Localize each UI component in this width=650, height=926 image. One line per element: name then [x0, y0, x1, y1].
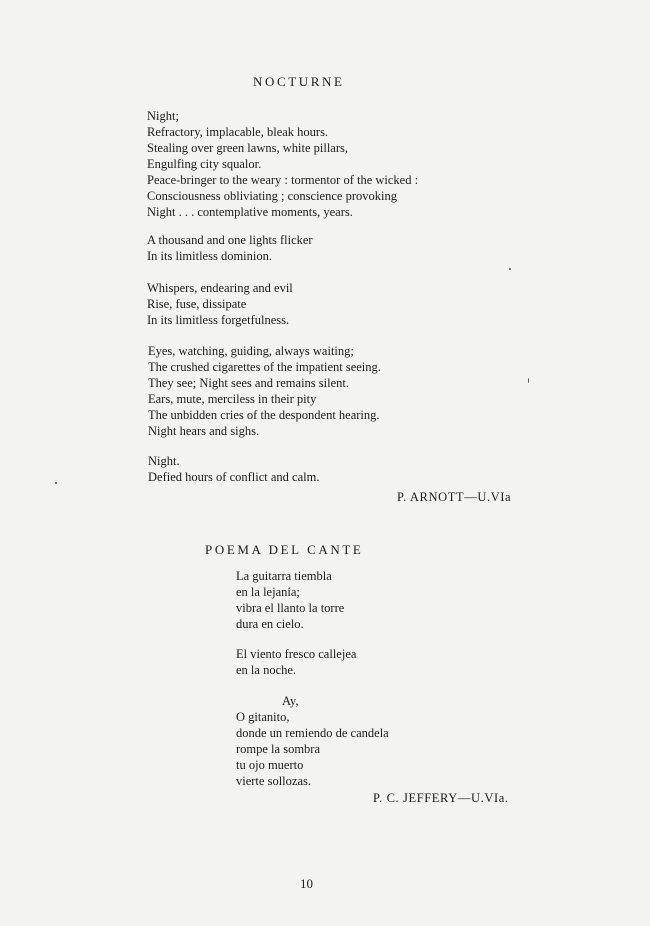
poem-line: They see; Night sees and remains silent.	[148, 376, 349, 390]
poem-line: Engulfing city squalor.	[147, 157, 262, 171]
nocturne-stanza-4	[148, 343, 381, 439]
poem-line: dura en cielo.	[236, 617, 304, 631]
poem-line: en la noche.	[236, 663, 297, 677]
nocturne-stanza-5	[148, 453, 319, 485]
nocturne-stanza-2	[147, 232, 313, 264]
poema-stanza-1	[236, 568, 344, 632]
poem-line: Ears, mute, merciless in their pity	[148, 392, 317, 406]
poem-line: In its limitless dominion.	[147, 249, 273, 263]
page-number: 10	[300, 876, 313, 891]
poem-line: Consciousness obliviating ; conscience provoking	[147, 189, 397, 203]
poema-stanza-4	[236, 709, 389, 789]
poem-line: The crushed cigarettes of the impatient seeing.	[148, 360, 381, 374]
poem-line: tu ojo muerto	[236, 758, 304, 772]
poem-line: Rise, fuse, dissipate	[147, 297, 247, 311]
poem-line: Defied hours of conflict and calm.	[148, 470, 320, 484]
poem-line: Stealing over green lawns, white pillars,	[147, 141, 348, 155]
nocturne-stanza-3	[147, 280, 293, 328]
poem-line: El viento fresco callejea	[236, 647, 357, 661]
poem-line: Peace-bringer to the weary : tormentor of the wicked :	[147, 173, 419, 187]
poema-author: P. C. JEFFERY—U.VIa.	[373, 791, 509, 805]
poem-line: Ay,	[282, 694, 299, 708]
poem-line: Night . . . contemplative moments, years.	[147, 205, 353, 219]
scan-speck	[528, 378, 529, 383]
poem-line: O gitanito,	[236, 710, 290, 724]
poem-line: Night hears and sighs.	[148, 424, 260, 438]
poema-stanza-3	[282, 693, 298, 709]
poema-stanza-2	[236, 646, 356, 678]
poem-line: vierte sollozas.	[236, 774, 311, 788]
poem-line: en la lejanía;	[236, 585, 300, 599]
nocturne-author: P. ARNOTT—U.VIa	[397, 490, 512, 504]
scan-speck	[509, 268, 511, 270]
poem-line: Night;	[147, 109, 179, 123]
poem-line: Whispers, endearing and evil	[147, 281, 293, 295]
poem-line: Refractory, implacable, bleak hours.	[147, 125, 329, 139]
poem-line: La guitarra tiembla	[236, 569, 332, 583]
poem-line: vibra el llanto la torre	[236, 601, 345, 615]
scan-speck	[55, 482, 57, 484]
poem-line: A thousand and one lights flicker	[147, 233, 313, 247]
poem-line: rompe la sombra	[236, 742, 321, 756]
poem-line: In its limitless forgetfulness.	[147, 313, 290, 327]
poem-title-nocturne: NOCTURNE	[253, 74, 345, 89]
nocturne-stanza-1	[147, 108, 418, 220]
poem-line: The unbidden cries of the despondent hearing.	[148, 408, 380, 422]
poem-line: Night.	[148, 454, 180, 468]
poem-line: Eyes, watching, guiding, always waiting;	[148, 344, 354, 358]
poem-line: donde un remiendo de candela	[236, 726, 389, 740]
poem-title-poema-del-cante: POEMA DEL CANTE	[205, 542, 364, 557]
